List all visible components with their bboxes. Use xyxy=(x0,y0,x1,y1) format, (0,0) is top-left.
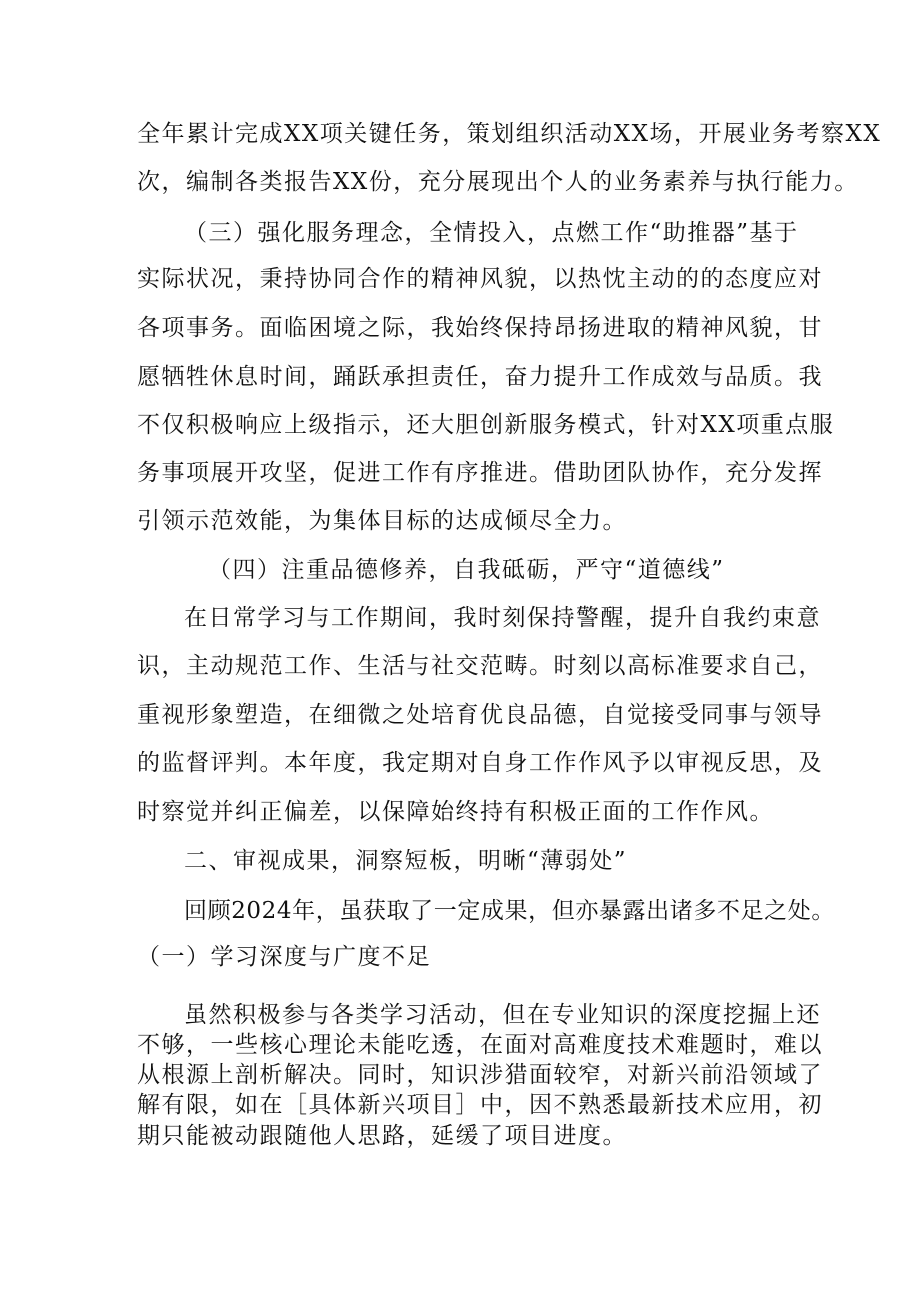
paragraph-3-line-4: 的监督评判。本年度，我定期对自身工作作风予以审视反思，及 xyxy=(137,750,823,776)
paragraph-2-line-6: 务事项展开攻坚，促进工作有序推进。借助团队协作，充分发挥 xyxy=(137,460,823,486)
paragraph-2-line-4: 愿牺牲休息时间，踊跃承担责任，奋力提升工作成效与品质。我 xyxy=(137,364,823,390)
section-2-heading: 二、审视成果，洞察短板，明晰“薄弱处” xyxy=(184,848,628,874)
paragraph-2-line-2: 实际状况，秉持协同合作的精神风貌，以热忱主动的的态度应对 xyxy=(137,266,823,292)
paragraph-3-line-3: 重视形象塑造，在细微之处培育优良品德，自觉接受同事与领导 xyxy=(137,702,823,728)
paragraph-3-line-1: 在日常学习与工作期间，我时刻保持警醒，提升自我约束意 xyxy=(184,605,821,631)
paragraph-4: 回顾2024年，虽获取了一定成果，但亦暴露出诸多不足之处。 xyxy=(184,898,835,924)
heading-section-4: （四）注重品德修养，自我砥砺，严守“道德线” xyxy=(208,557,725,583)
paragraph-5-line-1: 虽然积极参与各类学习活动，但在专业知识的深度挖掘上还 xyxy=(184,1002,821,1028)
paragraph-2-line-7: 引领示范效能，为集体目标的达成倾尽全力。 xyxy=(137,508,627,534)
paragraph-2-line-5: 不仅积极响应上级指示，还大胆创新服务模式，针对XX项重点服 xyxy=(137,412,835,438)
paragraph-2-line-3: 各项事务。面临困境之际，我始终保持昂扬进取的精神风貌，甘 xyxy=(137,315,823,341)
paragraph-5-line-2: 不够，一些核心理论未能吃透，在面对高难度技术难题时，难以 xyxy=(137,1032,823,1058)
paragraph-2-line-1: （三）强化服务理念，全情投入，点燃工作“助推器”基于 xyxy=(184,220,799,246)
paragraph-5-line-5: 期只能被动跟随他人思路，延缓了项目进度。 xyxy=(137,1123,627,1149)
paragraph-3-line-5: 时察觉并纠正偏差，以保障始终持有积极正面的工作作风。 xyxy=(137,799,774,825)
paragraph-1-line-1: 全年累计完成XX项关键任务，策划组织活动XX场，开展业务考察XX xyxy=(137,121,882,147)
paragraph-1-line-2: 次，编制各类报告XX份，充分展现出个人的业务素养与执行能力。 xyxy=(137,169,859,195)
paragraph-5-line-4: 解有限，如在［具体新兴项目］中，因不熟悉最新技术应用，初 xyxy=(137,1092,823,1118)
paragraph-5-line-3: 从根源上剖析解决。同时，知识涉猎面较窄，对新兴前沿领域了 xyxy=(137,1062,823,1088)
subheading-1: （一）学习深度与广度不足 xyxy=(137,944,431,970)
paragraph-3-line-2: 识，主动规范工作、生活与社交范畴。时刻以高标准要求自己， xyxy=(137,653,823,679)
